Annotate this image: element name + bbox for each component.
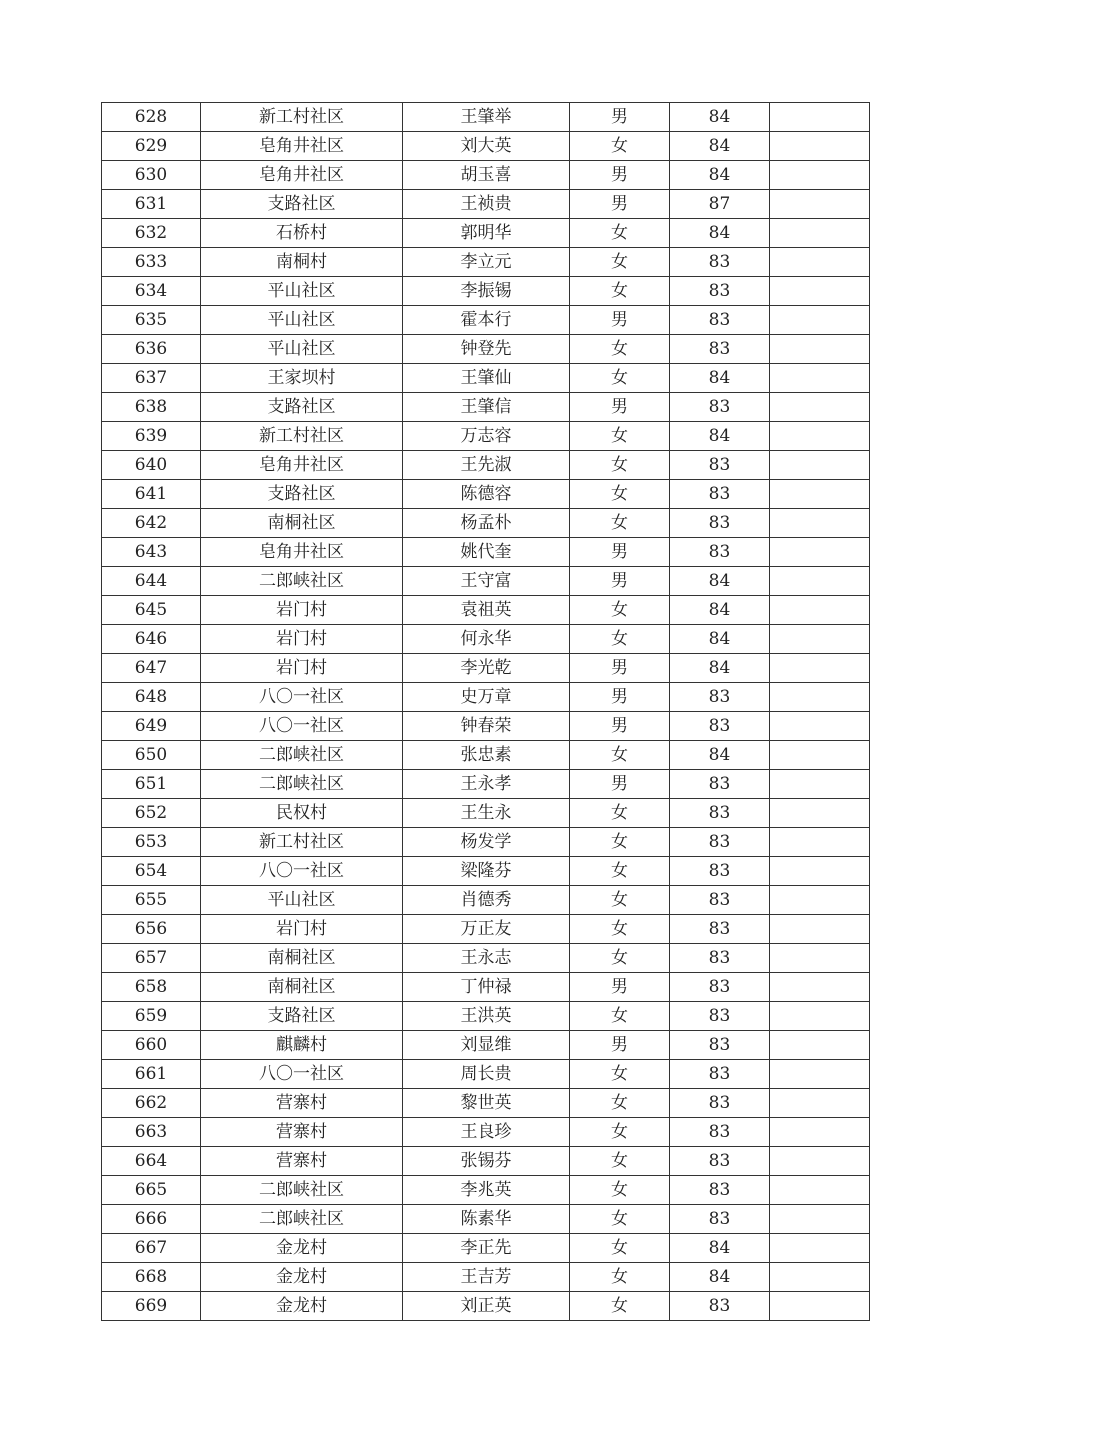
serial-number-cell: 648 bbox=[102, 683, 201, 712]
gender-cell: 女 bbox=[570, 132, 670, 161]
age-cell: 83 bbox=[670, 1089, 770, 1118]
table-row bbox=[102, 219, 870, 248]
note-cell bbox=[770, 741, 870, 770]
name-cell: 胡玉喜 bbox=[403, 161, 570, 190]
serial-number-cell: 652 bbox=[102, 799, 201, 828]
age-cell: 83 bbox=[670, 915, 770, 944]
gender-cell: 女 bbox=[570, 799, 670, 828]
table-row bbox=[102, 248, 870, 277]
name-cell: 何永华 bbox=[403, 625, 570, 654]
community-cell: 二郎峡社区 bbox=[201, 1176, 403, 1205]
age-cell: 83 bbox=[670, 1031, 770, 1060]
age-cell: 87 bbox=[670, 190, 770, 219]
age-cell: 84 bbox=[670, 1263, 770, 1292]
table-row bbox=[102, 190, 870, 219]
note-cell bbox=[770, 1118, 870, 1147]
name-cell: 刘正英 bbox=[403, 1292, 570, 1321]
note-cell bbox=[770, 683, 870, 712]
note-cell bbox=[770, 422, 870, 451]
gender-cell: 男 bbox=[570, 973, 670, 1002]
serial-number-cell: 667 bbox=[102, 1234, 201, 1263]
note-cell bbox=[770, 770, 870, 799]
serial-number-cell: 634 bbox=[102, 277, 201, 306]
serial-number-cell: 647 bbox=[102, 654, 201, 683]
gender-cell: 女 bbox=[570, 741, 670, 770]
serial-number-cell: 661 bbox=[102, 1060, 201, 1089]
name-cell: 杨孟朴 bbox=[403, 509, 570, 538]
gender-cell: 女 bbox=[570, 1234, 670, 1263]
community-cell: 新工村社区 bbox=[201, 828, 403, 857]
serial-number-cell: 628 bbox=[102, 103, 201, 132]
age-cell: 83 bbox=[670, 393, 770, 422]
community-cell: 支路社区 bbox=[201, 190, 403, 219]
gender-cell: 女 bbox=[570, 886, 670, 915]
name-cell: 梁隆芬 bbox=[403, 857, 570, 886]
serial-number-cell: 665 bbox=[102, 1176, 201, 1205]
note-cell bbox=[770, 1205, 870, 1234]
table-row bbox=[102, 1292, 870, 1321]
note-cell bbox=[770, 596, 870, 625]
serial-number-cell: 640 bbox=[102, 451, 201, 480]
name-cell: 刘显维 bbox=[403, 1031, 570, 1060]
table-row bbox=[102, 393, 870, 422]
name-cell: 万志容 bbox=[403, 422, 570, 451]
note-cell bbox=[770, 1060, 870, 1089]
community-cell: 皂角井社区 bbox=[201, 161, 403, 190]
age-cell: 83 bbox=[670, 480, 770, 509]
note-cell bbox=[770, 161, 870, 190]
serial-number-cell: 638 bbox=[102, 393, 201, 422]
name-cell: 王洪英 bbox=[403, 1002, 570, 1031]
name-cell: 钟春荣 bbox=[403, 712, 570, 741]
table-row bbox=[102, 1205, 870, 1234]
community-cell: 皂角井社区 bbox=[201, 451, 403, 480]
age-cell: 84 bbox=[670, 219, 770, 248]
note-cell bbox=[770, 944, 870, 973]
gender-cell: 女 bbox=[570, 1147, 670, 1176]
note-cell bbox=[770, 857, 870, 886]
note-cell bbox=[770, 103, 870, 132]
age-cell: 83 bbox=[670, 1176, 770, 1205]
gender-cell: 男 bbox=[570, 538, 670, 567]
table-row bbox=[102, 625, 870, 654]
community-cell: 皂角井社区 bbox=[201, 538, 403, 567]
name-cell: 王守富 bbox=[403, 567, 570, 596]
name-cell: 王永志 bbox=[403, 944, 570, 973]
name-cell: 肖德秀 bbox=[403, 886, 570, 915]
note-cell bbox=[770, 567, 870, 596]
table-row bbox=[102, 683, 870, 712]
serial-number-cell: 642 bbox=[102, 509, 201, 538]
note-cell bbox=[770, 1089, 870, 1118]
name-cell: 姚代奎 bbox=[403, 538, 570, 567]
name-cell: 郭明华 bbox=[403, 219, 570, 248]
serial-number-cell: 662 bbox=[102, 1089, 201, 1118]
table-row bbox=[102, 161, 870, 190]
community-cell: 岩门村 bbox=[201, 654, 403, 683]
serial-number-cell: 632 bbox=[102, 219, 201, 248]
age-cell: 83 bbox=[670, 306, 770, 335]
gender-cell: 男 bbox=[570, 103, 670, 132]
name-cell: 李振锡 bbox=[403, 277, 570, 306]
table-row bbox=[102, 770, 870, 799]
note-cell bbox=[770, 654, 870, 683]
table-row bbox=[102, 1118, 870, 1147]
community-cell: 二郎峡社区 bbox=[201, 1205, 403, 1234]
serial-number-cell: 669 bbox=[102, 1292, 201, 1321]
age-cell: 83 bbox=[670, 1147, 770, 1176]
gender-cell: 女 bbox=[570, 364, 670, 393]
note-cell bbox=[770, 248, 870, 277]
gender-cell: 女 bbox=[570, 480, 670, 509]
roster-body bbox=[102, 103, 870, 1321]
age-cell: 83 bbox=[670, 712, 770, 741]
serial-number-cell: 639 bbox=[102, 422, 201, 451]
gender-cell: 男 bbox=[570, 306, 670, 335]
serial-number-cell: 643 bbox=[102, 538, 201, 567]
age-cell: 83 bbox=[670, 828, 770, 857]
name-cell: 丁仲禄 bbox=[403, 973, 570, 1002]
table-row bbox=[102, 422, 870, 451]
note-cell bbox=[770, 1147, 870, 1176]
note-cell bbox=[770, 219, 870, 248]
table-row bbox=[102, 277, 870, 306]
serial-number-cell: 653 bbox=[102, 828, 201, 857]
name-cell: 王良珍 bbox=[403, 1118, 570, 1147]
table-row bbox=[102, 1147, 870, 1176]
gender-cell: 男 bbox=[570, 1031, 670, 1060]
gender-cell: 女 bbox=[570, 828, 670, 857]
community-cell: 岩门村 bbox=[201, 625, 403, 654]
gender-cell: 男 bbox=[570, 654, 670, 683]
gender-cell: 女 bbox=[570, 277, 670, 306]
community-cell: 南桐社区 bbox=[201, 973, 403, 1002]
gender-cell: 男 bbox=[570, 683, 670, 712]
age-cell: 83 bbox=[670, 335, 770, 364]
age-cell: 84 bbox=[670, 596, 770, 625]
name-cell: 王肇举 bbox=[403, 103, 570, 132]
gender-cell: 女 bbox=[570, 944, 670, 973]
table-row bbox=[102, 944, 870, 973]
gender-cell: 女 bbox=[570, 1118, 670, 1147]
serial-number-cell: 657 bbox=[102, 944, 201, 973]
gender-cell: 女 bbox=[570, 335, 670, 364]
name-cell: 李立元 bbox=[403, 248, 570, 277]
table-row bbox=[102, 799, 870, 828]
community-cell: 金龙村 bbox=[201, 1234, 403, 1263]
serial-number-cell: 664 bbox=[102, 1147, 201, 1176]
table-row bbox=[102, 712, 870, 741]
table-row bbox=[102, 335, 870, 364]
community-cell: 王家坝村 bbox=[201, 364, 403, 393]
name-cell: 王肇信 bbox=[403, 393, 570, 422]
community-cell: 新工村社区 bbox=[201, 103, 403, 132]
table-row bbox=[102, 915, 870, 944]
serial-number-cell: 649 bbox=[102, 712, 201, 741]
community-cell: 营寨村 bbox=[201, 1118, 403, 1147]
age-cell: 83 bbox=[670, 1002, 770, 1031]
note-cell bbox=[770, 1176, 870, 1205]
name-cell: 李光乾 bbox=[403, 654, 570, 683]
age-cell: 84 bbox=[670, 625, 770, 654]
gender-cell: 女 bbox=[570, 422, 670, 451]
table-row bbox=[102, 1089, 870, 1118]
note-cell bbox=[770, 277, 870, 306]
note-cell bbox=[770, 828, 870, 857]
community-cell: 二郎峡社区 bbox=[201, 741, 403, 770]
note-cell bbox=[770, 1292, 870, 1321]
note-cell bbox=[770, 480, 870, 509]
table-row bbox=[102, 857, 870, 886]
gender-cell: 女 bbox=[570, 219, 670, 248]
age-cell: 83 bbox=[670, 770, 770, 799]
table-row bbox=[102, 886, 870, 915]
gender-cell: 男 bbox=[570, 190, 670, 219]
table-row bbox=[102, 132, 870, 161]
note-cell bbox=[770, 509, 870, 538]
age-cell: 84 bbox=[670, 741, 770, 770]
serial-number-cell: 646 bbox=[102, 625, 201, 654]
name-cell: 史万章 bbox=[403, 683, 570, 712]
community-cell: 平山社区 bbox=[201, 335, 403, 364]
age-cell: 83 bbox=[670, 1118, 770, 1147]
table-row bbox=[102, 654, 870, 683]
table-row bbox=[102, 480, 870, 509]
serial-number-cell: 636 bbox=[102, 335, 201, 364]
community-cell: 岩门村 bbox=[201, 915, 403, 944]
note-cell bbox=[770, 538, 870, 567]
name-cell: 王肇仙 bbox=[403, 364, 570, 393]
age-cell: 84 bbox=[670, 654, 770, 683]
table-row bbox=[102, 451, 870, 480]
roster-table bbox=[101, 102, 870, 1321]
community-cell: 南桐社区 bbox=[201, 944, 403, 973]
note-cell bbox=[770, 1031, 870, 1060]
name-cell: 黎世英 bbox=[403, 1089, 570, 1118]
age-cell: 83 bbox=[670, 538, 770, 567]
table-row bbox=[102, 741, 870, 770]
gender-cell: 女 bbox=[570, 915, 670, 944]
note-cell bbox=[770, 132, 870, 161]
gender-cell: 女 bbox=[570, 248, 670, 277]
community-cell: 岩门村 bbox=[201, 596, 403, 625]
gender-cell: 男 bbox=[570, 770, 670, 799]
gender-cell: 男 bbox=[570, 712, 670, 741]
name-cell: 王永孝 bbox=[403, 770, 570, 799]
community-cell: 支路社区 bbox=[201, 393, 403, 422]
serial-number-cell: 641 bbox=[102, 480, 201, 509]
name-cell: 万正友 bbox=[403, 915, 570, 944]
age-cell: 83 bbox=[670, 683, 770, 712]
age-cell: 83 bbox=[670, 509, 770, 538]
age-cell: 84 bbox=[670, 422, 770, 451]
table-row bbox=[102, 1234, 870, 1263]
community-cell: 民权村 bbox=[201, 799, 403, 828]
table-row bbox=[102, 596, 870, 625]
name-cell: 王先淑 bbox=[403, 451, 570, 480]
gender-cell: 女 bbox=[570, 509, 670, 538]
name-cell: 陈素华 bbox=[403, 1205, 570, 1234]
serial-number-cell: 631 bbox=[102, 190, 201, 219]
name-cell: 张锡芬 bbox=[403, 1147, 570, 1176]
serial-number-cell: 644 bbox=[102, 567, 201, 596]
gender-cell: 女 bbox=[570, 1176, 670, 1205]
community-cell: 营寨村 bbox=[201, 1147, 403, 1176]
gender-cell: 男 bbox=[570, 161, 670, 190]
gender-cell: 女 bbox=[570, 1263, 670, 1292]
serial-number-cell: 666 bbox=[102, 1205, 201, 1234]
age-cell: 83 bbox=[670, 973, 770, 1002]
gender-cell: 女 bbox=[570, 451, 670, 480]
serial-number-cell: 637 bbox=[102, 364, 201, 393]
age-cell: 83 bbox=[670, 1292, 770, 1321]
serial-number-cell: 659 bbox=[102, 1002, 201, 1031]
gender-cell: 女 bbox=[570, 1060, 670, 1089]
serial-number-cell: 658 bbox=[102, 973, 201, 1002]
table-row bbox=[102, 538, 870, 567]
note-cell bbox=[770, 1234, 870, 1263]
note-cell bbox=[770, 625, 870, 654]
community-cell: 八〇一社区 bbox=[201, 683, 403, 712]
serial-number-cell: 635 bbox=[102, 306, 201, 335]
name-cell: 霍本行 bbox=[403, 306, 570, 335]
age-cell: 83 bbox=[670, 886, 770, 915]
gender-cell: 女 bbox=[570, 1089, 670, 1118]
table-row bbox=[102, 103, 870, 132]
note-cell bbox=[770, 451, 870, 480]
age-cell: 83 bbox=[670, 799, 770, 828]
note-cell bbox=[770, 1002, 870, 1031]
table-row bbox=[102, 364, 870, 393]
age-cell: 83 bbox=[670, 1060, 770, 1089]
table-row bbox=[102, 509, 870, 538]
table-row bbox=[102, 828, 870, 857]
community-cell: 营寨村 bbox=[201, 1089, 403, 1118]
name-cell: 周长贵 bbox=[403, 1060, 570, 1089]
table-row bbox=[102, 306, 870, 335]
name-cell: 王祯贵 bbox=[403, 190, 570, 219]
gender-cell: 女 bbox=[570, 1002, 670, 1031]
serial-number-cell: 668 bbox=[102, 1263, 201, 1292]
name-cell: 钟登先 bbox=[403, 335, 570, 364]
age-cell: 84 bbox=[670, 1234, 770, 1263]
community-cell: 皂角井社区 bbox=[201, 132, 403, 161]
name-cell: 王吉芳 bbox=[403, 1263, 570, 1292]
serial-number-cell: 645 bbox=[102, 596, 201, 625]
community-cell: 平山社区 bbox=[201, 886, 403, 915]
serial-number-cell: 656 bbox=[102, 915, 201, 944]
table-row bbox=[102, 567, 870, 596]
community-cell: 二郎峡社区 bbox=[201, 567, 403, 596]
serial-number-cell: 651 bbox=[102, 770, 201, 799]
age-cell: 83 bbox=[670, 857, 770, 886]
note-cell bbox=[770, 799, 870, 828]
serial-number-cell: 654 bbox=[102, 857, 201, 886]
table-row bbox=[102, 1002, 870, 1031]
community-cell: 八〇一社区 bbox=[201, 857, 403, 886]
name-cell: 张忠素 bbox=[403, 741, 570, 770]
community-cell: 支路社区 bbox=[201, 480, 403, 509]
name-cell: 杨发学 bbox=[403, 828, 570, 857]
serial-number-cell: 633 bbox=[102, 248, 201, 277]
community-cell: 石桥村 bbox=[201, 219, 403, 248]
gender-cell: 女 bbox=[570, 596, 670, 625]
note-cell bbox=[770, 1263, 870, 1292]
community-cell: 平山社区 bbox=[201, 277, 403, 306]
age-cell: 83 bbox=[670, 248, 770, 277]
age-cell: 84 bbox=[670, 103, 770, 132]
note-cell bbox=[770, 712, 870, 741]
community-cell: 南桐社区 bbox=[201, 509, 403, 538]
serial-number-cell: 655 bbox=[102, 886, 201, 915]
gender-cell: 男 bbox=[570, 567, 670, 596]
serial-number-cell: 630 bbox=[102, 161, 201, 190]
name-cell: 袁祖英 bbox=[403, 596, 570, 625]
community-cell: 八〇一社区 bbox=[201, 1060, 403, 1089]
table-row bbox=[102, 1263, 870, 1292]
community-cell: 金龙村 bbox=[201, 1263, 403, 1292]
name-cell: 李正先 bbox=[403, 1234, 570, 1263]
community-cell: 八〇一社区 bbox=[201, 712, 403, 741]
community-cell: 二郎峡社区 bbox=[201, 770, 403, 799]
community-cell: 麒麟村 bbox=[201, 1031, 403, 1060]
serial-number-cell: 663 bbox=[102, 1118, 201, 1147]
note-cell bbox=[770, 364, 870, 393]
table-row bbox=[102, 973, 870, 1002]
gender-cell: 女 bbox=[570, 1205, 670, 1234]
serial-number-cell: 629 bbox=[102, 132, 201, 161]
note-cell bbox=[770, 393, 870, 422]
name-cell: 陈德容 bbox=[403, 480, 570, 509]
table-row bbox=[102, 1031, 870, 1060]
age-cell: 84 bbox=[670, 132, 770, 161]
gender-cell: 女 bbox=[570, 857, 670, 886]
note-cell bbox=[770, 335, 870, 364]
note-cell bbox=[770, 306, 870, 335]
gender-cell: 女 bbox=[570, 1292, 670, 1321]
name-cell: 刘大英 bbox=[403, 132, 570, 161]
note-cell bbox=[770, 190, 870, 219]
note-cell bbox=[770, 886, 870, 915]
age-cell: 84 bbox=[670, 161, 770, 190]
gender-cell: 女 bbox=[570, 625, 670, 654]
community-cell: 支路社区 bbox=[201, 1002, 403, 1031]
name-cell: 王生永 bbox=[403, 799, 570, 828]
community-cell: 平山社区 bbox=[201, 306, 403, 335]
age-cell: 84 bbox=[670, 567, 770, 596]
age-cell: 83 bbox=[670, 1205, 770, 1234]
table-row bbox=[102, 1176, 870, 1205]
community-cell: 南桐村 bbox=[201, 248, 403, 277]
community-cell: 新工村社区 bbox=[201, 422, 403, 451]
gender-cell: 男 bbox=[570, 393, 670, 422]
age-cell: 83 bbox=[670, 451, 770, 480]
community-cell: 金龙村 bbox=[201, 1292, 403, 1321]
age-cell: 84 bbox=[670, 364, 770, 393]
age-cell: 83 bbox=[670, 277, 770, 306]
note-cell bbox=[770, 915, 870, 944]
serial-number-cell: 650 bbox=[102, 741, 201, 770]
serial-number-cell: 660 bbox=[102, 1031, 201, 1060]
table-row bbox=[102, 1060, 870, 1089]
name-cell: 李兆英 bbox=[403, 1176, 570, 1205]
note-cell bbox=[770, 973, 870, 1002]
age-cell: 83 bbox=[670, 944, 770, 973]
